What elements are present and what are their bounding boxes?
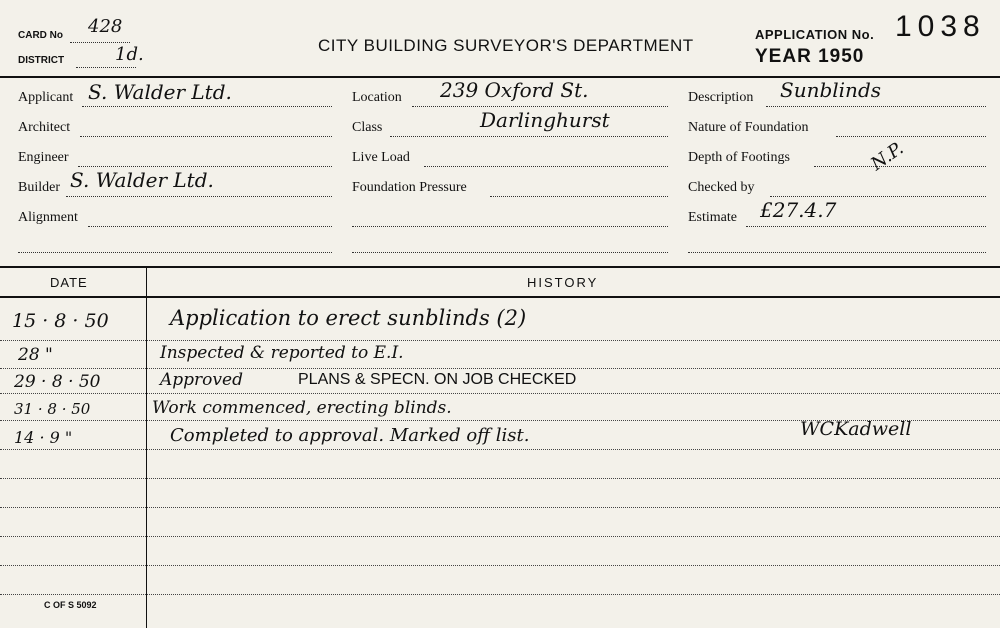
location-label: Location: [352, 90, 402, 105]
application-label: APPLICATION No.: [755, 27, 875, 42]
row-3-stamp: PLANS & SPECN. ON JOB CHECKED: [298, 371, 577, 388]
row-3-history: Approved: [160, 370, 243, 390]
checked-by-label: Checked by: [688, 180, 755, 195]
depth-of-footings-label: Depth of Footings: [688, 150, 790, 165]
card-no-label: CARD No: [18, 30, 63, 41]
district-value: 1d.: [115, 44, 144, 65]
row-4-history: Work commenced, erecting blinds.: [152, 398, 452, 418]
row-2-history: Inspected & reported to E.I.: [160, 343, 404, 363]
row-3-date: 29 · 8 · 50: [14, 372, 101, 392]
architect-label: Architect: [18, 120, 71, 135]
history-header: HISTORY: [527, 275, 599, 290]
class-label: Class: [352, 120, 383, 135]
depth-value: N.P.: [867, 138, 908, 175]
applicant-label: Applicant: [18, 90, 74, 105]
description-value: Sunblinds: [780, 78, 882, 102]
date-header: DATE: [50, 275, 88, 290]
alignment-label: Alignment: [18, 210, 78, 225]
row-5-history: Completed to approval. Marked off list.: [170, 425, 530, 446]
row-5-signature: WCKadwell: [800, 418, 912, 440]
application-number: 1038: [895, 10, 986, 43]
estimate-value: £27.4.7: [760, 198, 837, 222]
applicant-value: S. Walder Ltd.: [88, 80, 232, 104]
table-top-rule: [0, 266, 1000, 268]
date-column-divider: [146, 266, 147, 628]
engineer-label: Engineer: [18, 150, 69, 165]
nature-of-foundation-label: Nature of Foundation: [688, 120, 809, 135]
year-label: YEAR 1950: [755, 46, 865, 67]
estimate-label: Estimate: [688, 210, 737, 225]
class-value: Darlinghurst: [480, 108, 610, 132]
foundation-pressure-label: Foundation Pressure: [352, 180, 467, 195]
card-no-value: 428: [88, 16, 123, 37]
live-load-label: Live Load: [352, 150, 410, 165]
description-label: Description: [688, 90, 754, 105]
row-1-date: 15 · 8 · 50: [12, 310, 109, 332]
row-2-date: 28 ": [18, 345, 53, 365]
builder-label: Builder: [18, 180, 60, 195]
row-1-history: Application to erect sunblinds (2): [170, 306, 527, 330]
table-header-rule: [0, 296, 1000, 298]
row-4-date: 31 · 8 · 50: [14, 400, 91, 418]
builder-value: S. Walder Ltd.: [70, 168, 214, 192]
row-5-date: 14 · 9 ": [14, 428, 73, 447]
department-title: CITY BUILDING SURVEYOR'S DEPARTMENT: [318, 36, 694, 55]
district-label: DISTRICT: [18, 55, 65, 66]
form-code: C OF S 5092: [44, 600, 97, 610]
location-value: 239 Oxford St.: [440, 78, 589, 102]
